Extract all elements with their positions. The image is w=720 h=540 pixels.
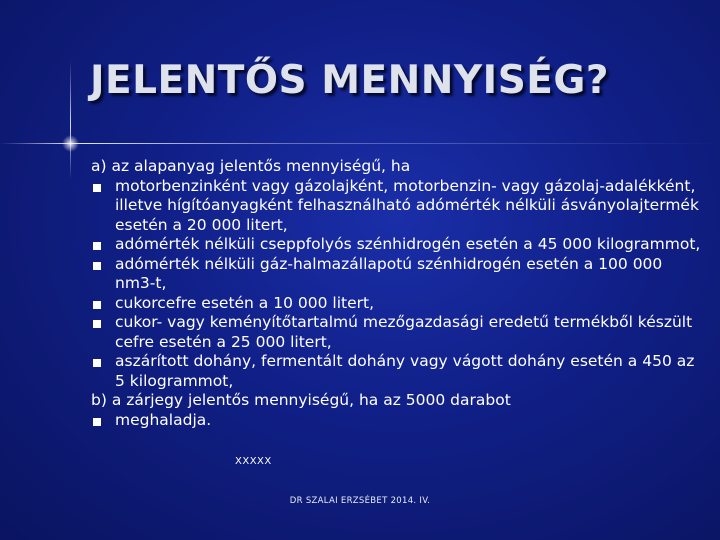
list-item: [91, 313, 701, 352]
list-item-text: meghaladja.: [115, 410, 212, 429]
slide-title: JELENTŐS MENNYISÉG?: [90, 58, 610, 103]
list-item-text: motorbenzinként vagy gázolajként, motorbenzin- vagy gázolaj-adalékként, illetve hígítóanyagként felhasználható adómérték nélküli ásványolajtermék esetén a 20 000 litert,: [115, 176, 699, 234]
list-item: [91, 177, 701, 236]
list-item-text: cukorcefre esetén a 10 000 litert,: [115, 293, 374, 312]
square-bullet-icon: [93, 418, 101, 426]
placeholder-marks: XXXXX: [235, 456, 272, 467]
list-item: [91, 294, 701, 314]
square-bullet-icon: [93, 320, 101, 328]
list-item: [91, 352, 701, 391]
list-item: [91, 255, 701, 294]
bullet-list: [91, 177, 701, 392]
slide-footer: DR SZALAI ERZSÉBET 2014. IV.: [289, 496, 431, 506]
square-bullet-icon: [93, 184, 101, 192]
list-item-text: aszárított dohány, fermentált dohány vagy vágott dohány esetén a 450 az 5 kilogrammot,: [115, 352, 695, 390]
final-bullet-list: [91, 411, 701, 431]
square-bullet-icon: [93, 242, 101, 250]
square-bullet-icon: [93, 262, 101, 270]
intro-text: a) az alapanyag jelentős mennyiségű, ha: [91, 157, 411, 175]
square-bullet-icon: [93, 359, 101, 367]
decorative-horizontal-line: [0, 143, 720, 144]
list-item-text: adómérték nélküli cseppfolyós szénhidrogén esetén a 45 000 kilogrammot,: [115, 235, 701, 253]
list-item: [91, 411, 701, 431]
list-item: [91, 235, 701, 255]
decorative-vertical-line: [70, 60, 71, 180]
item-b-text: b) a zárjegy jelentős mennyiségű, ha az 5000 darabot: [91, 391, 511, 409]
slide-body: [91, 157, 701, 430]
list-item-text: adómérték nélküli gáz-halmazállapotú szénhidrogén esetén a 100 000 nm3-t,: [115, 254, 663, 292]
square-bullet-icon: [93, 301, 101, 309]
list-item-text: cukor- vagy keményítőtartalmú mezőgazdasági eredetű termékből készült cefre esetén a 25 000 litert,: [115, 313, 693, 351]
decorative-glow: [62, 135, 79, 152]
